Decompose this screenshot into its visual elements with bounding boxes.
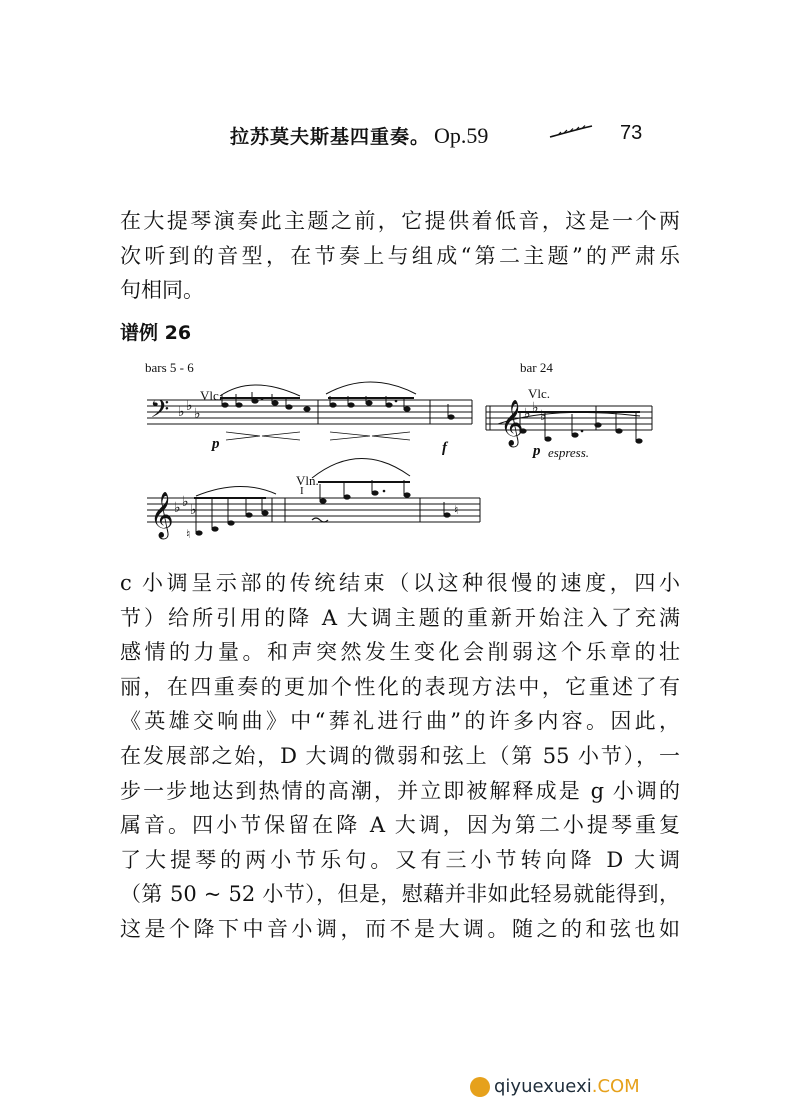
instrument-number: I: [300, 485, 304, 497]
page-number: 73: [620, 122, 643, 144]
treble-clef-icon: 𝄞: [500, 400, 524, 446]
bars-label-right: bar 24: [520, 360, 553, 375]
svg-text:♮: ♮: [186, 527, 191, 541]
text-line: 丽，在四重奏的更加个性化的表现方法中，它重述了有: [120, 674, 680, 699]
text-line: 在大提琴演奏此主题之前，它提供着低音，这是一个两: [120, 209, 680, 233]
svg-text:♭: ♭: [186, 398, 193, 414]
svg-text:♭: ♭: [194, 406, 201, 422]
instrument-label-vlc: Vlc.: [200, 388, 223, 403]
dynamic-f: f: [442, 440, 447, 456]
instrument-label-vln: Vln.: [296, 473, 319, 488]
header-title: 拉苏莫夫斯基四重奏。: [230, 126, 431, 148]
text-line: 《英雄交响曲》中“葬礼进行曲”的许多内容。因此，: [120, 709, 680, 734]
text-line: 节）给所引用的降 A 大调主题的重新开始注入了充满: [120, 605, 680, 630]
svg-text:♭: ♭: [190, 502, 197, 518]
site-watermark: [470, 1076, 640, 1097]
text-line: 感情的力量。和声突然发生变化会削弱这个乐章的壮: [120, 640, 680, 665]
svg-text:♭: ♭: [532, 400, 539, 416]
text-line: 步一步地达到热情的高潮，并立即被解释成是 g 小调的: [120, 778, 680, 803]
treble-clef-icon: 𝄞: [150, 492, 174, 538]
text-line: 了大提琴的两小节乐句。又有三小节转向降 D 大调: [120, 847, 680, 872]
text-line: 属音。四小节保留在降 A 大调，因为第二小提琴重复: [120, 813, 680, 838]
text-line: c 小调呈示部的传统结束（以这种很慢的速度，四小: [120, 571, 680, 595]
svg-text:♭: ♭: [178, 404, 185, 420]
watermark-logo-icon: [470, 1077, 490, 1097]
header-opus: Op.59: [434, 123, 489, 148]
expression-espress: espress.: [548, 445, 590, 460]
dynamic-p: p: [212, 436, 220, 452]
dynamic-p: p: [533, 443, 541, 459]
svg-text:♮: ♮: [454, 503, 459, 517]
svg-text:♭: ♭: [524, 406, 531, 422]
watermark-domain: .COM: [591, 1076, 640, 1097]
bars-label-left: bars 5 - 6: [145, 360, 194, 375]
text-line: 句相同。: [120, 278, 204, 303]
svg-text:♭: ♭: [540, 408, 547, 424]
text-line: （第 50 ~ 52 小节），但是，慰藉并非如此轻易就能得到，: [120, 882, 680, 907]
instrument-label-vlc: Vlc.: [528, 386, 551, 401]
text-line: 这是个降下中音小调，而不是大调。随之的和弦也如: [120, 916, 680, 941]
svg-text:♭: ♭: [174, 500, 181, 516]
text-line: 在发展部之始，D 大调的微弱和弦上（第 55 小节），一: [120, 743, 680, 768]
paragraph-body: [120, 566, 680, 947]
example-label: 谱例 26: [120, 322, 192, 344]
watermark-text: qiyuexuexi: [494, 1076, 592, 1097]
bass-clef-icon: 𝄢: [150, 395, 170, 430]
svg-text:♭: ♭: [182, 494, 189, 510]
text-line: 次听到的音型，在节奏上与组成“第二主题”的严肃乐: [120, 243, 680, 268]
